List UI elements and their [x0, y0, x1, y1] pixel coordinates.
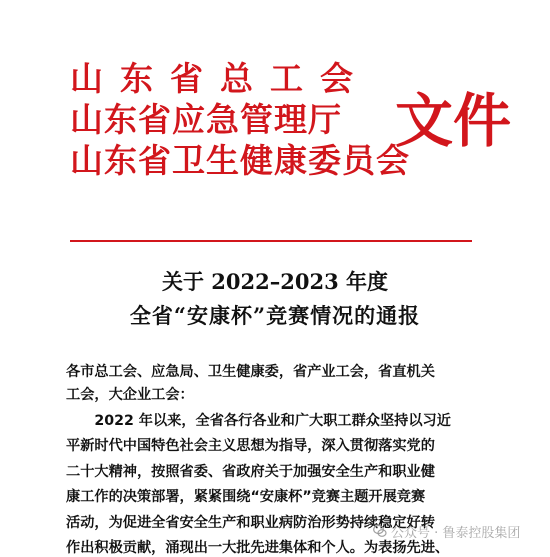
issuer-header [70, 58, 410, 181]
body-line: 活动，为促进全省安全生产和职业病防治形势持续稳定好转 [66, 515, 435, 531]
document-type-label: 文件 [395, 87, 512, 155]
document-title-line-2: 全省“安康杯”竞赛情况的通报 [129, 303, 421, 328]
issuer-federation-of-trade-unions: 山东省总工会 [70, 59, 370, 98]
issuer-health-commission: 山东省卫生健康委员会 [70, 141, 410, 180]
body-line: 作出积极贡献，涌现出一大批先进集体和个人。为表扬先进、 [66, 540, 450, 556]
body-line: 康工作的决策部署，紧紧围绕“安康杯”竞赛主题开展竞赛 [66, 489, 426, 505]
watermark-text: 公众号 · 鲁泰控股集团 [391, 525, 521, 541]
body-line: 平新时代中国特色社会主义思想为指导，深入贯彻落实党的 [66, 438, 435, 454]
body-line: 2022 年以来，全省各行各业和广大职工群众坚持以习近 [66, 413, 451, 429]
wechat-icon [373, 524, 387, 538]
body-line: 各市总工会、应急局、卫生健康委，省产业工会，省直机关 [66, 364, 435, 380]
header-divider [70, 240, 472, 242]
body-line: 二十大精神，按照省委、省政府关于加强安全生产和职业健 [66, 464, 435, 480]
watermark [373, 521, 520, 541]
body-line: 工会，大企业工会： [66, 387, 194, 403]
issuer-emergency-management-department: 山东省应急管理厅 [70, 100, 342, 139]
document-title-line-1: 关于 2022–2023 年度 [161, 269, 389, 294]
